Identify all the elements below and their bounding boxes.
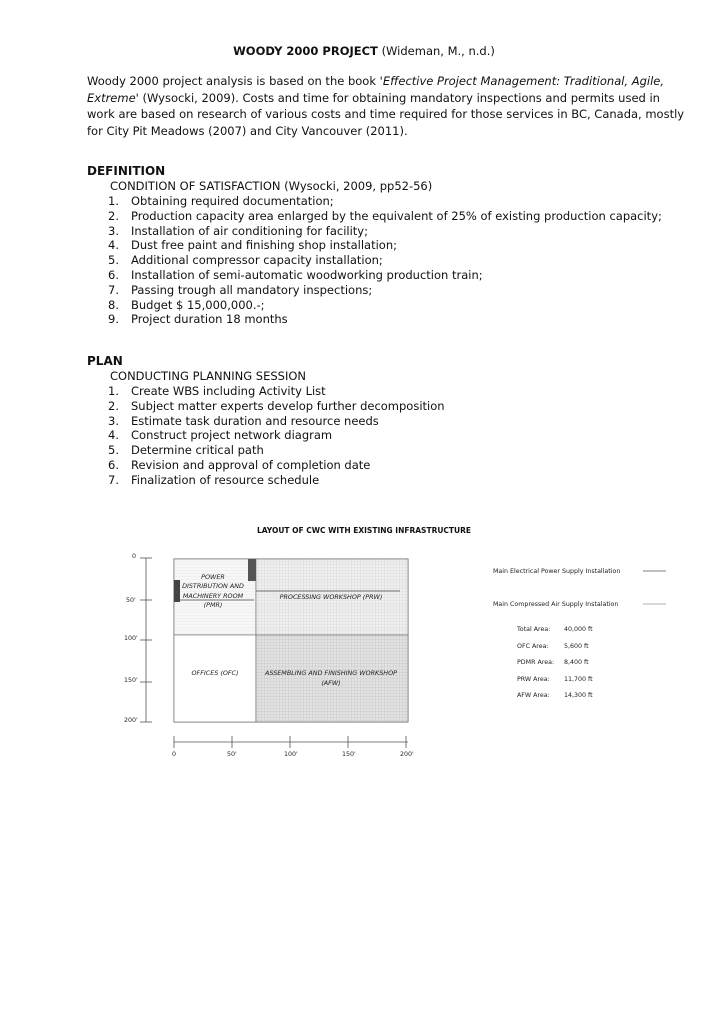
list-item-number: 6. <box>108 267 119 282</box>
plan-subheading: CONDUCTING PLANNING SESSION <box>110 369 307 383</box>
list-item <box>87 428 445 443</box>
list-item-text: Subject matter experts develop further decomposition <box>131 398 445 413</box>
list-item-number: 3. <box>108 413 119 428</box>
list-item-number: 4. <box>108 428 119 443</box>
list-item-text: Determine critical path <box>131 443 264 458</box>
plan-heading: PLAN <box>87 354 123 368</box>
list-item-text: Passing trough all mandatory inspections; <box>131 282 373 297</box>
list-item-number: 2. <box>108 398 119 413</box>
y-tick-0: 0 <box>132 553 137 560</box>
pmr-label-3: MACHINERY ROOM <box>182 592 244 600</box>
ofc-area <box>174 635 256 722</box>
afw-label-2: (AFW) <box>321 679 341 687</box>
intro-text-end: ' (Wysocki, 2009). Costs and time for obtaining mandatory inspections and permits used in work are based on research of various costs and time required for those services in BC, Canada, mostly for City Pit Meadows (2007) and City Vancouver (2011). <box>87 90 685 138</box>
list-item-number: 2. <box>108 208 119 223</box>
area-value: 11,700 ft <box>564 676 593 683</box>
document-title <box>0 44 728 58</box>
list-item-text: Construct project network diagram <box>131 428 333 443</box>
title-bold: WOODY 2000 PROJECT <box>233 44 378 58</box>
list-item-number: 5. <box>108 443 119 458</box>
afw-label-1: ASSEMBLING AND FINISHING WORKSHOP <box>265 669 397 677</box>
list-item-text: Installation of semi-automatic woodworking production train; <box>131 267 483 282</box>
list-item <box>87 298 662 313</box>
area-table <box>516 626 593 699</box>
list-item-number: 7. <box>108 472 119 487</box>
y-tick-200: 200' <box>124 717 138 724</box>
pmr-label-4: (PMR) <box>203 601 223 609</box>
x-tick-150: 150' <box>342 751 356 758</box>
area-value: 8,400 ft <box>564 659 589 666</box>
electrical-installation-block <box>248 559 256 581</box>
y-tick-150: 150' <box>124 677 138 684</box>
list-item <box>87 414 445 429</box>
list-item <box>87 473 445 488</box>
list-item-number: 3. <box>108 223 119 238</box>
plan-list <box>87 384 445 488</box>
floor-layout-diagram <box>0 540 728 770</box>
list-item-text: Estimate task duration and resource needs <box>131 413 379 428</box>
definition-subheading: CONDITION OF SATISFACTION (Wysocki, 2009, pp52-56) <box>110 179 433 193</box>
area-label: AFW Area: <box>517 692 550 699</box>
list-item-text: Budget $ 15,000,000.-; <box>131 297 265 312</box>
list-item-text: Project duration 18 months <box>131 312 288 327</box>
legend-air: Main Compressed Air Supply Instalation <box>493 601 619 608</box>
x-tick-200: 200' <box>400 751 414 758</box>
ofc-label: OFFICES (OFC) <box>191 669 239 677</box>
legend-electrical: Main Electrical Power Supply Installation <box>493 568 621 575</box>
list-item-number: 7. <box>108 282 119 297</box>
compressor-installation-block <box>174 580 180 602</box>
list-item <box>87 224 662 239</box>
definition-heading: DEFINITION <box>87 164 166 178</box>
list-item <box>87 238 662 253</box>
intro-text-start: Woody 2000 project analysis is based on the book ' <box>87 74 383 88</box>
list-item-number: 4. <box>108 238 119 253</box>
area-label: PDMR Area: <box>517 659 555 666</box>
list-item-text: Production capacity area enlarged by the equivalent of 25% of existing production capacity; <box>131 208 662 223</box>
list-item <box>87 283 662 298</box>
area-label: PRW Area: <box>517 676 550 683</box>
area-value: 14,300 ft <box>564 692 593 699</box>
list-item-number: 8. <box>108 297 119 312</box>
list-item <box>87 399 445 414</box>
list-item-text: Installation of air conditioning for facility; <box>131 223 368 238</box>
list-item <box>87 268 662 283</box>
definition-list <box>87 194 662 327</box>
y-tick-100: 100' <box>124 635 138 642</box>
prw-label: PROCESSING WORKSHOP (PRW) <box>279 593 383 601</box>
list-item-number: 6. <box>108 457 119 472</box>
y-tick-50: 50' <box>126 597 136 604</box>
list-item-number: 1. <box>108 384 119 398</box>
area-value: 40,000 ft <box>564 626 593 633</box>
area-value: 5,600 ft <box>564 643 589 650</box>
list-item-text: Create WBS including Activity List <box>131 384 326 398</box>
pmr-label-2: DISTRIBUTION AND <box>182 582 244 590</box>
list-item-number: 1. <box>108 194 119 208</box>
list-item-text: Dust free paint and finishing shop installation; <box>131 238 398 253</box>
area-label: OFC Area: <box>517 643 549 650</box>
list-item <box>87 312 662 327</box>
list-item <box>87 458 445 473</box>
x-tick-50: 50' <box>227 751 237 758</box>
list-item <box>87 253 662 268</box>
list-item <box>87 443 445 458</box>
list-item-number: 5. <box>108 253 119 268</box>
list-item-text: Additional compressor capacity installation; <box>131 253 383 268</box>
list-item <box>87 194 662 209</box>
list-item <box>87 209 662 224</box>
list-item-number: 9. <box>108 312 119 327</box>
x-tick-100: 100' <box>284 751 298 758</box>
list-item-text: Revision and approval of completion date <box>131 457 371 472</box>
area-label: Total Area: <box>517 626 551 633</box>
x-tick-0: 0 <box>172 751 177 758</box>
list-item-text: Finalization of resource schedule <box>131 472 320 487</box>
intro-paragraph <box>87 73 687 139</box>
layout-title: LAYOUT OF CWC WITH EXISTING INFRASTRUCTURE <box>256 526 472 535</box>
pmr-label-1: POWER <box>201 573 225 581</box>
book-title: Effective Project Management: Traditional, Agile, Extreme <box>87 74 665 105</box>
title-reference: (Wideman, M., n.d.) <box>381 44 495 58</box>
list-item <box>87 384 445 399</box>
list-item-text: Obtaining required documentation; <box>131 194 334 208</box>
